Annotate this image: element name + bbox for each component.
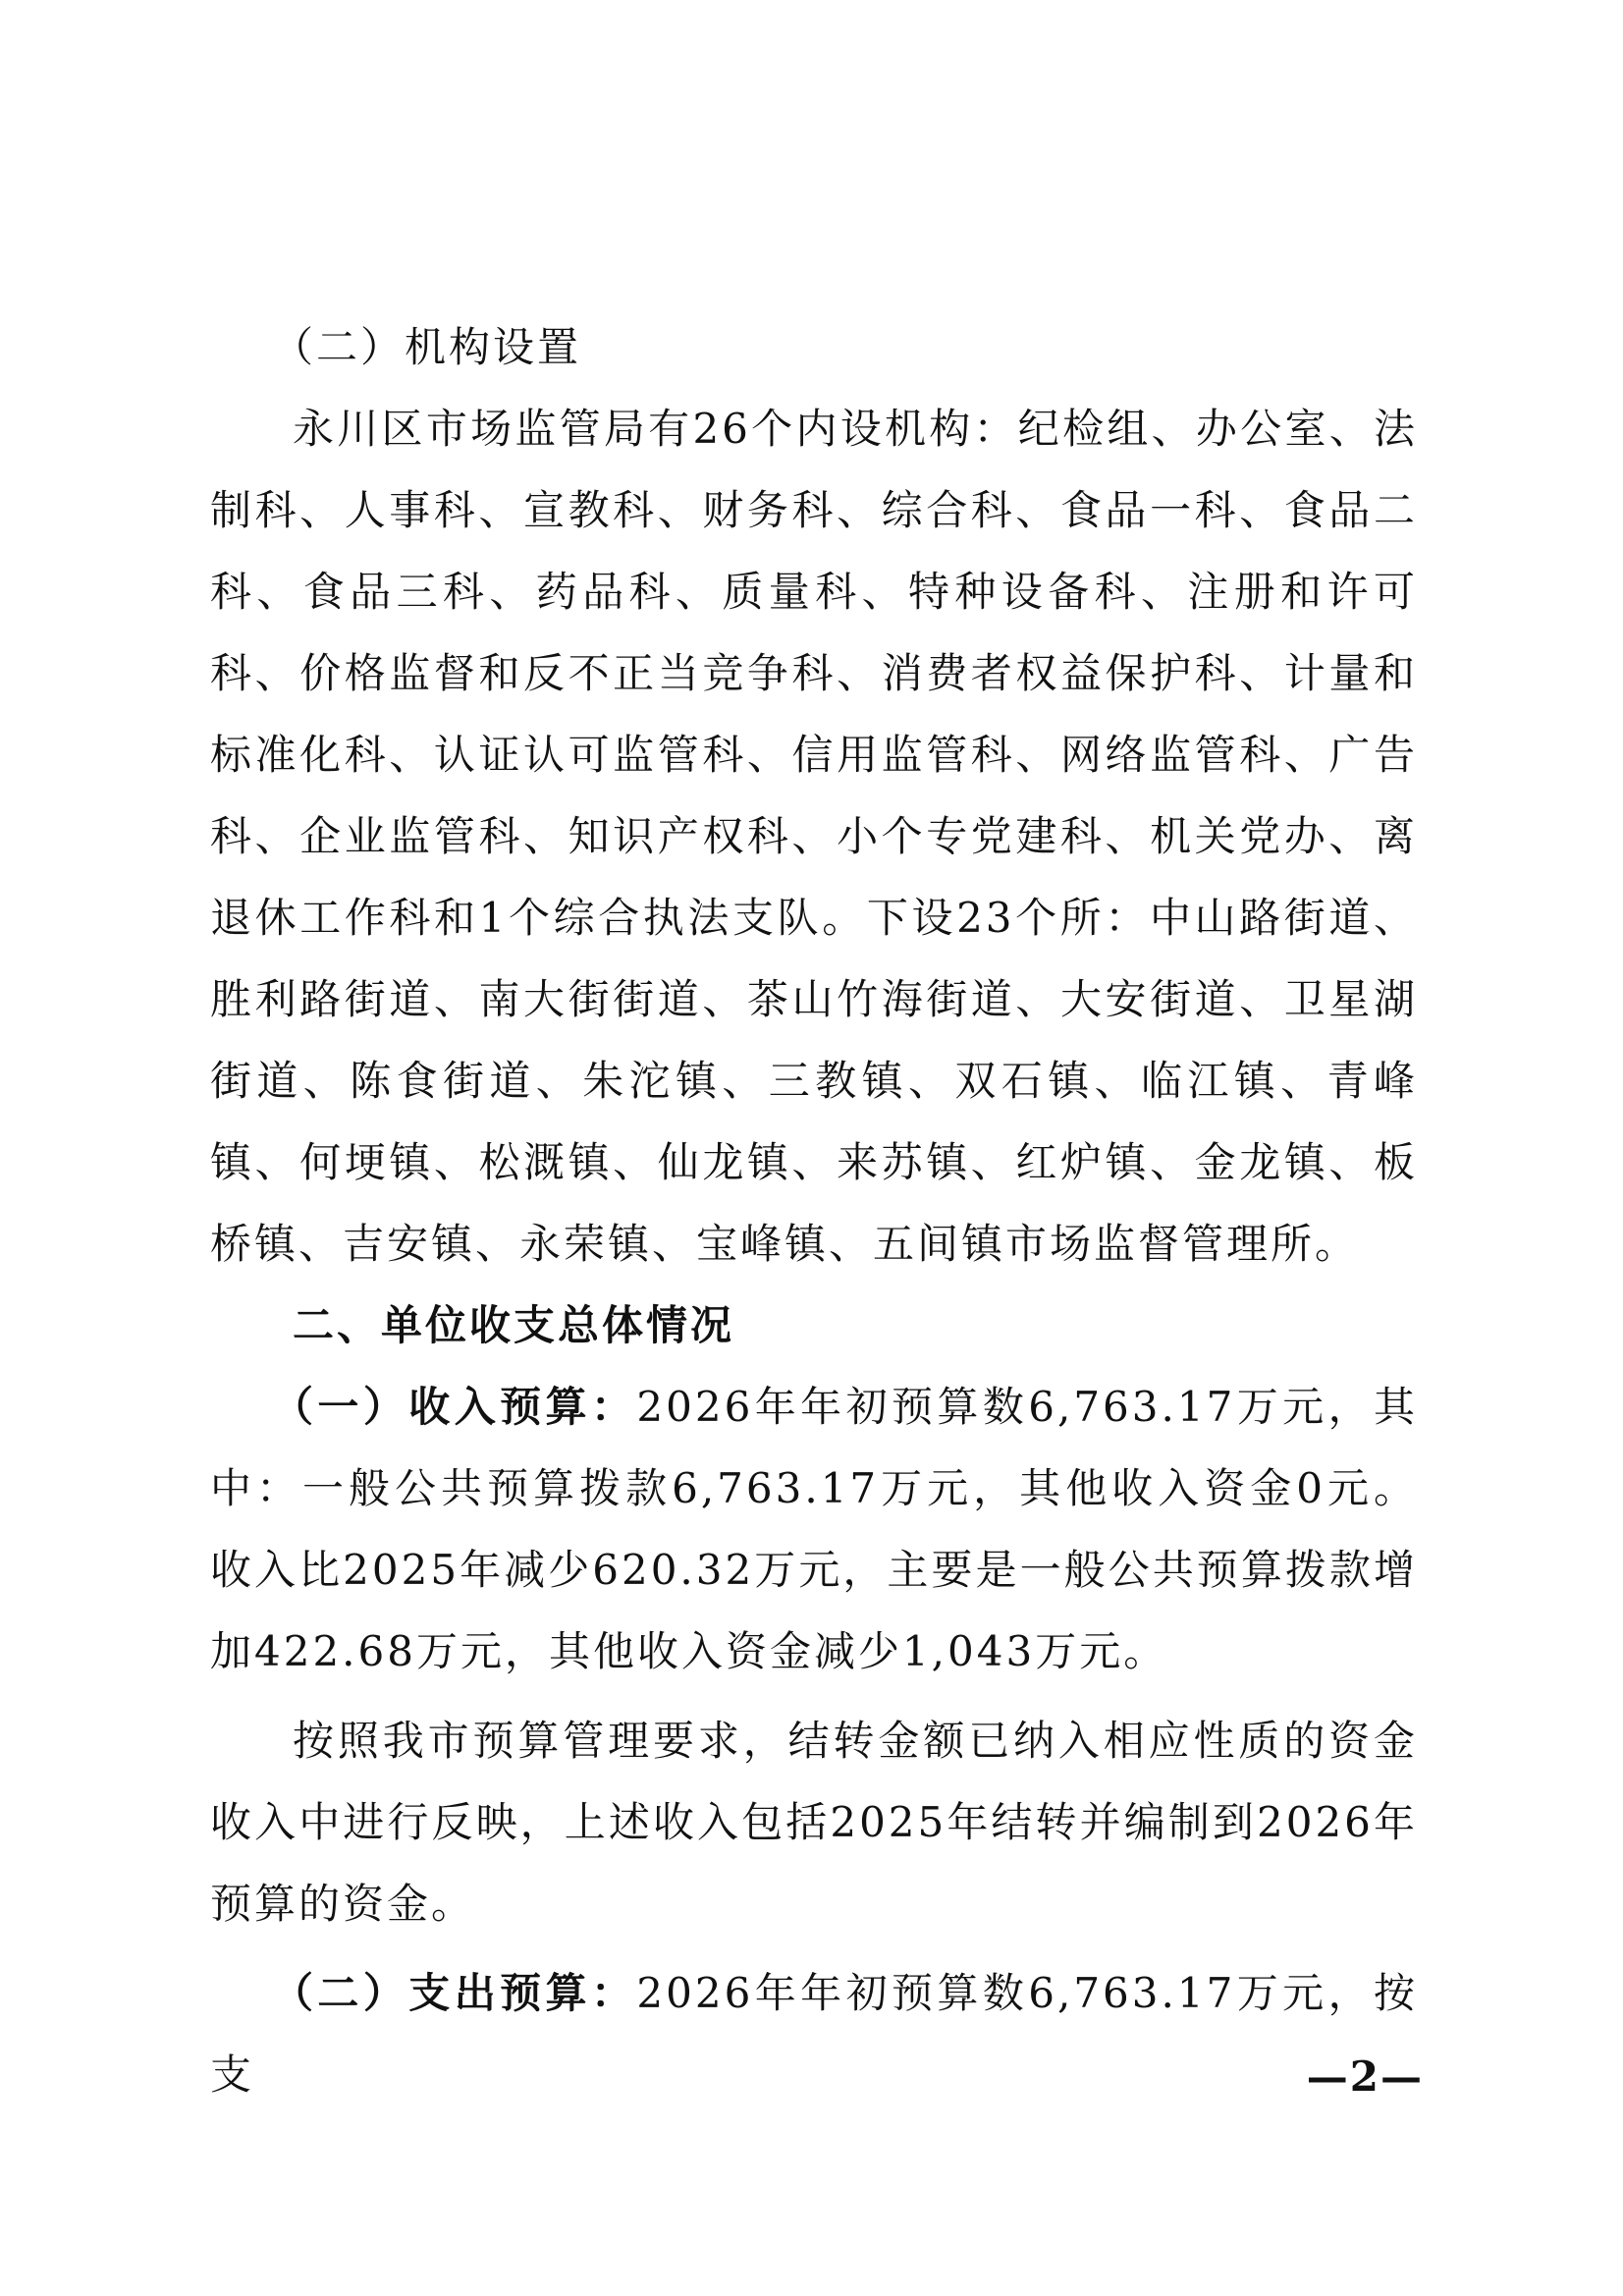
paragraph-spacer [210,1692,1418,1700]
expenditure-budget-text: 2026年年初预算数6,763.17万元，按支 [210,1969,1418,2099]
page-number: —2— [1306,2052,1424,2101]
income-budget-lead: （一）收入预算： [272,1383,637,1431]
section-heading-organization: （二）机构设置 [272,323,582,371]
carryover-note-paragraph: 按照我市预算管理要求，结转金额已纳入相应性质的资金收入中进行反映，上述收入包括2025年结转并编制到2026年预算的资金。 [210,1717,1418,1928]
expenditure-budget-paragraph [210,1952,1418,2115]
section-heading-budget-overview: 二、单位收支总体情况 [293,1301,735,1349]
organization-paragraph: 永川区市场监管局有26个内设机构：纪检组、办公室、法制科、人事科、宣教科、财务科、综合科、食品一科、食品二科、食品三科、药品科、质量科、特种设备科、注册和许可科、价格监督和反不正当竞争科、消费者权益保护科、计量和标准化科、认证认可监管科、信用监管科、网络监管科、广告科、企业监管科、知识产权科、小个专党建科、机关党办、离退休工作科和1个综合执法支队。下设23个所：中山路街道、胜利路街道、南大街街道、茶山竹海街道、大安街道、卫星湖街道、陈食街道、朱沱镇、三教镇、双石镇、临江镇、青峰镇、何埂镇、松溉镇、仙龙镇、来苏镇、红炉镇、金龙镇、板桥镇、吉安镇、永荣镇、宝峰镇、五间镇市场监督管理所。 [210,405,1418,1268]
document-body [210,306,1418,2115]
income-budget-paragraph [210,1366,1418,1692]
paragraph-spacer [210,1944,1418,1952]
expenditure-budget-lead: （二）支出预算： [272,1969,637,2017]
income-budget-text: 2026年年初预算数6,763.17万元，其中：一般公共预算拨款6,763.17万元，其他收入资金0元。收入比2025年减少620.32万元，主要是一般公共预算拨款增加422.68万元，其他收入资金减少1,043万元。 [210,1383,1418,1675]
